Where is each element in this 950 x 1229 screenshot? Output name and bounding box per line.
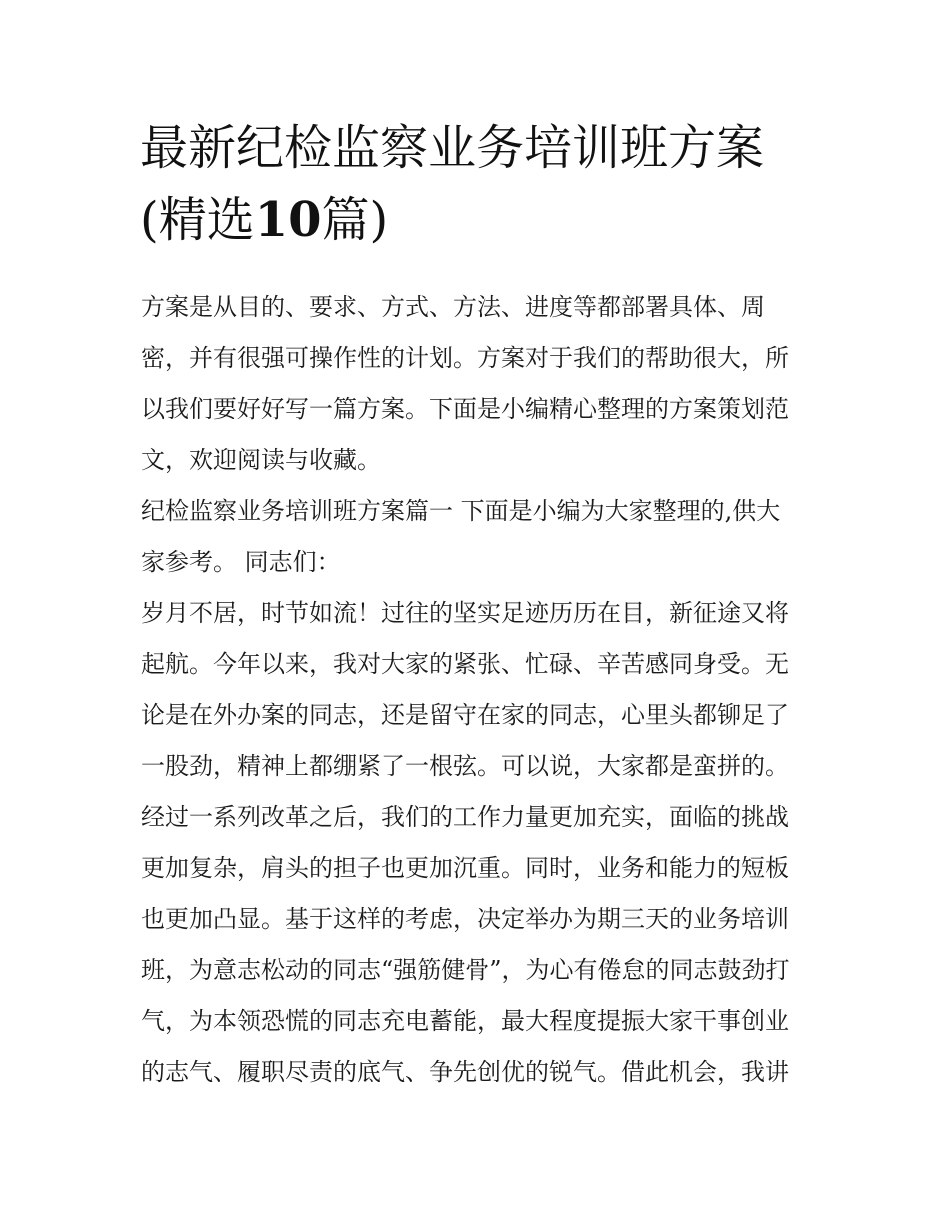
paragraph-intro [141, 282, 831, 486]
text-line: 气，为本领恐慌的同志充电蓄能，最大程度提振大家干事创业 [141, 1007, 789, 1035]
text-line: 纪检监察业务培训班方案篇一 下面是小编为大家整理的,供大 [141, 497, 781, 525]
text-line: 一股劲，精神上都绷紧了一根弦。可以说，大家都是蛮拼的。 [141, 752, 789, 780]
title-prefix: (精选 [140, 192, 255, 248]
text-line: 也更加凸显。基于这样的考虑，决定举办为期三天的业务培训 [141, 905, 789, 933]
document-title [140, 112, 830, 256]
text-line: 以我们要好好写一篇方案。下面是小编精心整理的方案策划范 [141, 395, 789, 423]
text-line: 论是在外办案的同志，还是留守在家的同志，心里头都铆足了 [141, 701, 789, 729]
title-number: 10 [254, 192, 322, 248]
title-line-1: 最新纪检监察业务培训班方案 [140, 120, 765, 176]
paragraph-section-heading [141, 486, 831, 588]
text-line: 经过一系列改革之后，我们的工作力量更加充实，面临的挑战 [141, 803, 789, 831]
text-line: 密，并有很强可操作性的计划。方案对于我们的帮助很大，所 [141, 344, 789, 372]
text-line: 方案是从目的、要求、方式、方法、进度等都部署具体、周 [141, 293, 765, 321]
text-line: 更加复杂，肩头的担子也更加沉重。同时，业务和能力的短板 [141, 854, 789, 882]
text-line: 班，为意志松动的同志“强筋健骨”，为心有倦怠的同志鼓劲打 [141, 956, 790, 984]
text-line: 起航。今年以来，我对大家的紧张、忙碌、辛苦感同身受。无 [141, 650, 789, 678]
text-line: 家参考。 同志们： [141, 548, 341, 576]
title-line-2 [140, 184, 830, 256]
title-suffix: 篇) [321, 192, 389, 248]
text-line: 的志气、履职尽责的底气、争先创优的锐气。借此机会，我讲 [141, 1058, 789, 1086]
text-line: 岁月不居，时节如流！过往的坚实足迹历历在目，新征途又将 [141, 599, 789, 627]
paragraph-speech [141, 588, 831, 1098]
document-body [141, 282, 831, 1098]
text-line: 文，欢迎阅读与收藏。 [141, 446, 381, 474]
